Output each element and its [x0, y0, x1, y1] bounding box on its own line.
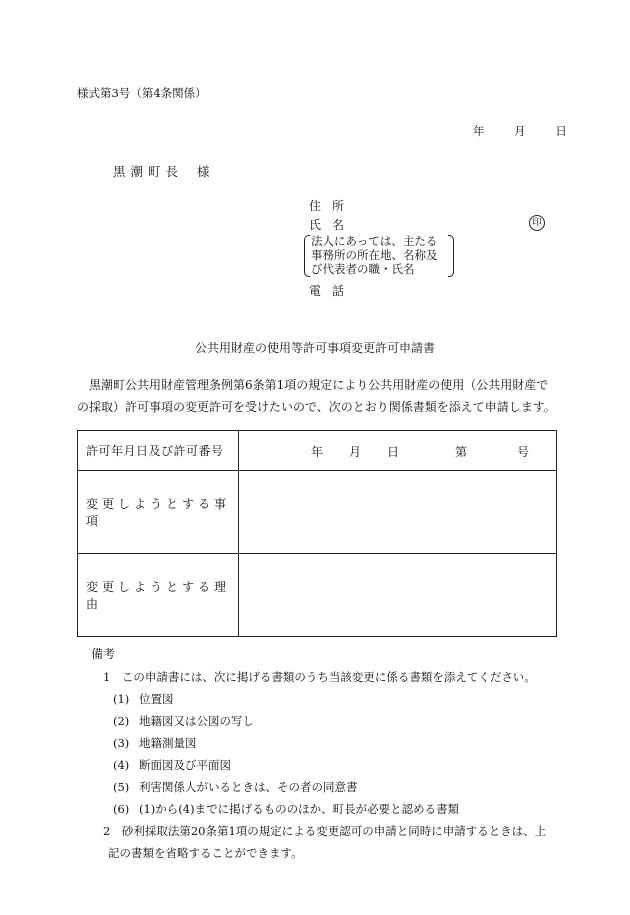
permit-date-number-field[interactable] — [239, 431, 557, 471]
list-item — [113, 779, 358, 795]
permit-day-label: 日 — [387, 445, 400, 459]
list-item-text: 位置図 — [139, 692, 174, 706]
list-item — [113, 713, 254, 729]
corporate-note-line: び代表者の職・氏名 — [311, 262, 415, 276]
corporate-note-line: 法人にあっては、主たる — [311, 234, 438, 248]
remarks-note-1: 1 この申請書には、次に掲げる書類のうち当該変更に係る書類を添えてください。 — [103, 670, 536, 684]
remarks-note-2-continued: 記の書類を省略することができます。 — [108, 846, 303, 860]
permit-go-label: 号 — [517, 445, 530, 459]
bracket-right — [448, 235, 454, 277]
date-day-label: 日 — [555, 124, 567, 138]
seal-icon: 印 — [529, 215, 545, 231]
permit-month-label: 月 — [349, 445, 362, 459]
table-row — [78, 471, 557, 554]
list-item-text: 地籍図又は公図の写し — [139, 714, 254, 728]
change-matter-label: 変更しようとする事項 — [78, 471, 239, 554]
corporate-note-text — [311, 234, 438, 276]
addressee — [113, 162, 215, 180]
list-item — [113, 757, 231, 773]
corporate-note — [304, 234, 454, 276]
remarks-note-2: 2 砂利採取法第20条第1項の規定による変更認可の申請と同時に申請するときは、上 — [103, 824, 547, 838]
address-label: 住所 — [309, 199, 356, 213]
table-row — [78, 431, 557, 471]
application-body: 黒潮町公共用財産管理条例第6条第1項の規定により公共用財産の使用（公共用財産での採取）許可事項の変更許可を受けたいので、次のとおり関係書類を添えて申請します。 — [77, 378, 556, 414]
list-item-number: (6) — [113, 802, 130, 816]
list-item — [113, 691, 174, 707]
addressee-honorific: 様 — [197, 164, 215, 179]
application-date — [473, 123, 567, 139]
list-item — [113, 801, 459, 817]
addressee-name: 黒潮町長 — [113, 164, 184, 179]
date-month-label: 月 — [514, 124, 526, 138]
list-item-number: (5) — [113, 780, 130, 794]
list-item-text: (1)から(4)までに掲げるもののほか、町長が必要と認める書類 — [139, 802, 460, 816]
table-row — [78, 554, 557, 637]
date-year-label: 年 — [473, 124, 485, 138]
remarks-title: 備考 — [91, 647, 116, 661]
form-number: 様式第3号（第4条関係） — [77, 86, 207, 100]
change-reason-label: 変更しようとする理由 — [78, 554, 239, 637]
list-item-number: (4) — [113, 758, 130, 772]
list-item — [113, 735, 197, 751]
list-item-text: 地籍測量図 — [139, 736, 197, 750]
application-table — [77, 430, 557, 637]
list-item-number: (1) — [113, 692, 130, 706]
corporate-note-line: 事務所の所在地、名称及 — [311, 248, 438, 262]
change-reason-field[interactable] — [239, 554, 557, 637]
list-item-number: (3) — [113, 736, 130, 750]
permit-dai-label: 第 — [455, 445, 468, 459]
list-item-text: 断面図及び平面図 — [139, 758, 231, 772]
bracket-left — [304, 235, 310, 277]
document-title: 公共用財産の使用等許可事項変更許可申請書 — [194, 341, 435, 355]
list-item-text: 利害関係人がいるときは、その者の同意書 — [139, 780, 358, 794]
phone-label: 電話 — [309, 284, 356, 298]
permit-year-label: 年 — [311, 445, 324, 459]
list-item-number: (2) — [113, 714, 130, 728]
change-matter-field[interactable] — [239, 471, 557, 554]
permit-date-number-label: 許可年月日及び許可番号 — [78, 431, 239, 471]
name-label: 氏名 — [309, 218, 356, 232]
